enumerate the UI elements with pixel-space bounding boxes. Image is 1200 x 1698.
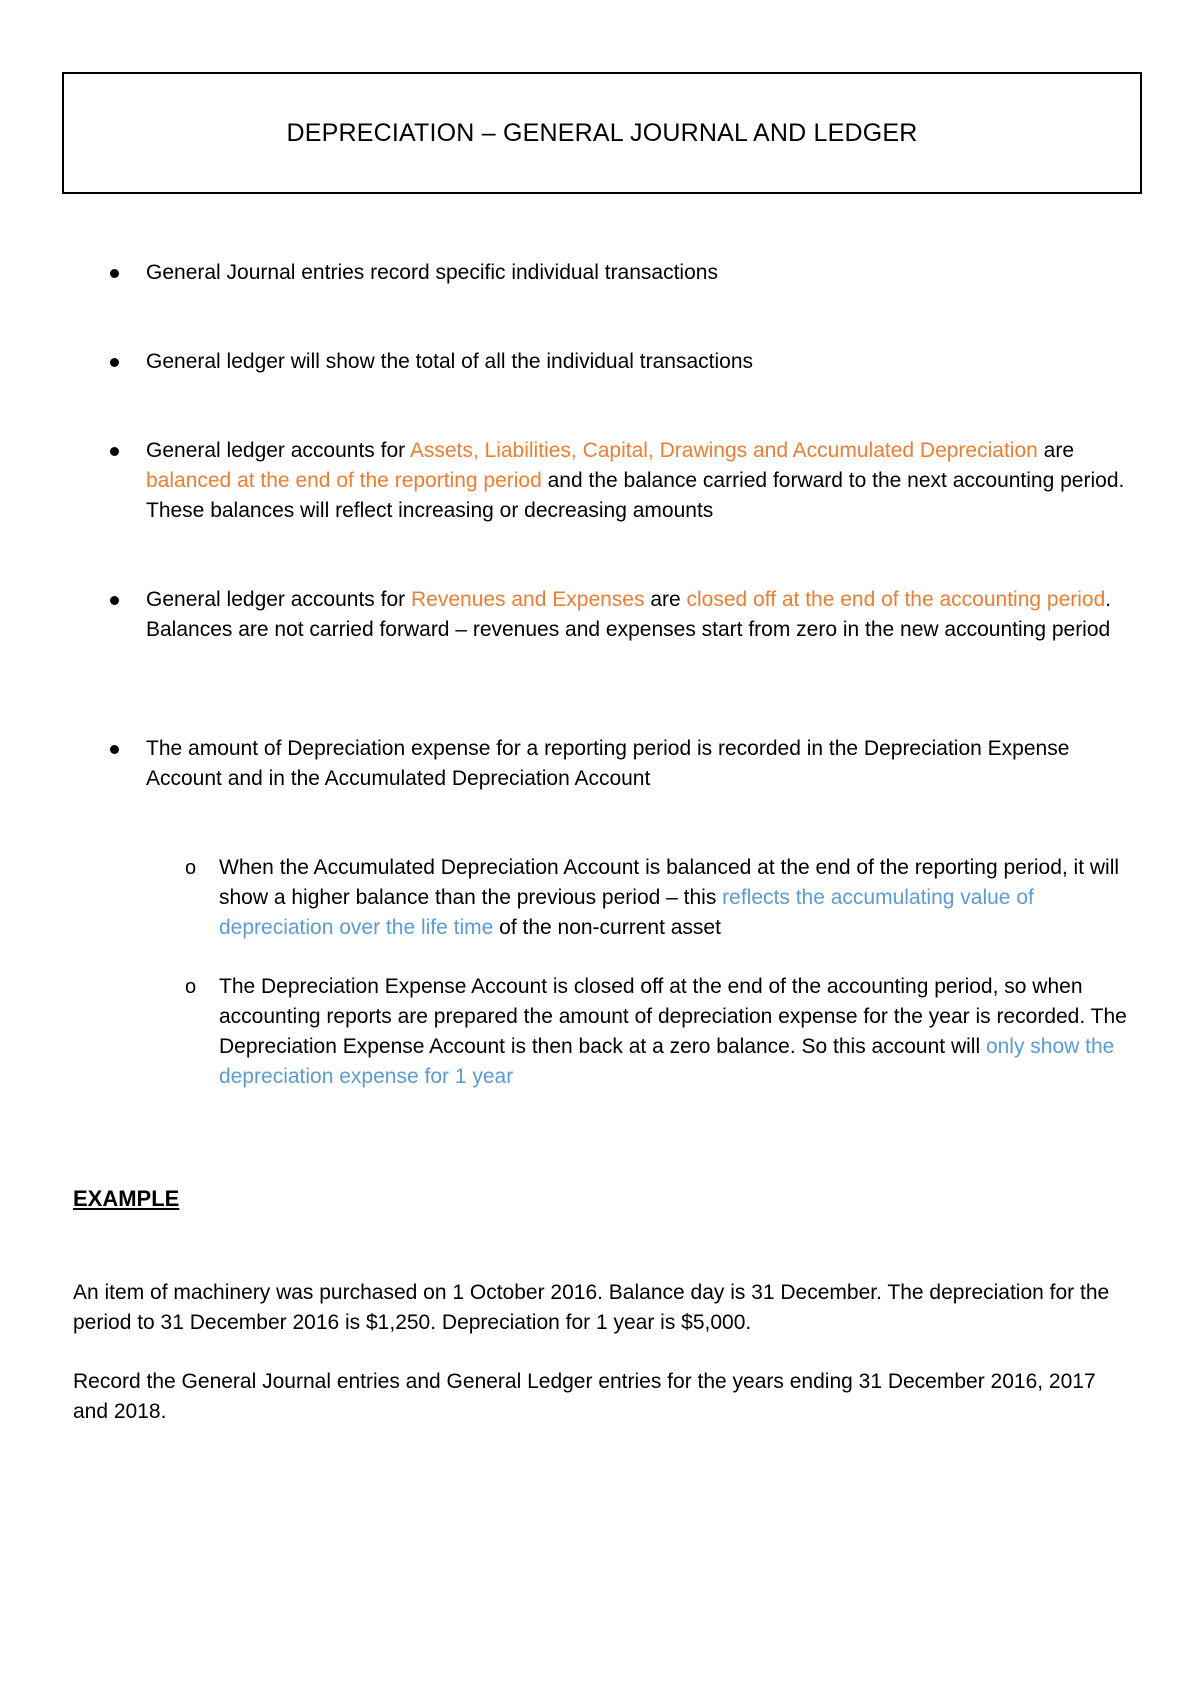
- text-run: General ledger accounts for: [146, 588, 411, 611]
- text-run: . Balances are not carried forward – revenues and expenses start from zero in the new accounting period: [146, 588, 1112, 641]
- text-run: are: [644, 588, 687, 611]
- bullet-text: General ledger will show the total of all the individual transactions: [146, 350, 754, 373]
- bullet-text: The amount of Depreciation expense for a reporting period is recorded in the Depreciation Expense Account and in the Accumulated Depreciation Account: [146, 737, 1070, 790]
- text-run: When the Accumulated Depreciation Account is balanced at the end of the reporting period, it will show a higher balance than the previous period – this: [219, 856, 1120, 909]
- highlight-orange-text: Assets, Liabilities, Capital, Drawings and Accumulated Depreciation: [409, 439, 1038, 462]
- sub-bullet-text: [219, 853, 1140, 943]
- bullet-item-3: [110, 436, 1140, 526]
- text-run: and the balance carried forward to the next accounting period. These balances will reflect increasing or decreasing amounts: [146, 469, 1125, 522]
- bullet-item-4: [110, 585, 1140, 645]
- sub-bullet-text: [219, 972, 1140, 1092]
- hollow-circle-icon: o: [185, 857, 197, 879]
- bullet-dot-icon: [110, 745, 119, 754]
- text-run: are: [1037, 439, 1074, 462]
- bullet-text: [146, 585, 1140, 645]
- hollow-circle-icon: o: [185, 976, 197, 998]
- sub-bullet-item-1: [185, 853, 1140, 943]
- example-paragraph-1: An item of machinery was purchased on 1 October 2016. Balance day is 31 December. The depreciation for the period to 31 December 2016 is $1,250. Depreciation for 1 year is $5,000.: [73, 1281, 1110, 1334]
- bullet-dot-icon: [110, 269, 119, 278]
- text-run: The Depreciation Expense Account is closed off at the end of the accounting period, so when accounting reports are prepared the amount of depreciation expense for the year is recorded. The Depreciation Expense Account is then back at a zero balance. So this account will: [219, 975, 1127, 1058]
- sub-bullet-item-2: [185, 972, 1140, 1092]
- bullet-dot-icon: [110, 358, 119, 367]
- bullet-item-5: [110, 734, 1140, 794]
- highlight-orange-text: balanced at the end of the reporting period: [146, 469, 542, 492]
- bullet-dot-icon: [110, 596, 119, 605]
- bullet-item-2: [110, 347, 1140, 377]
- example-heading: EXAMPLE: [73, 1186, 180, 1211]
- highlight-orange-text: closed off at the end of the accounting period: [686, 588, 1106, 611]
- text-run: General ledger accounts for: [146, 439, 410, 462]
- highlight-blue-text: only show the depreciation expense for 1 year: [219, 1035, 1115, 1088]
- title-box: [62, 72, 1142, 194]
- bullet-text: General Journal entries record specific individual transactions: [146, 261, 718, 284]
- text-run: of the non-current asset: [493, 916, 721, 939]
- highlight-orange-text: Revenues and Expenses: [410, 588, 645, 611]
- page-title: DEPRECIATION – GENERAL JOURNAL AND LEDGER: [286, 119, 918, 147]
- highlight-blue-text: reflects the accumulating value of depreciation over the life time: [219, 886, 1034, 939]
- example-paragraph-2: Record the General Journal entries and General Ledger entries for the years ending 31 December 2016, 2017 and 2018.: [73, 1370, 1096, 1423]
- bullet-item-1: [110, 258, 1140, 288]
- bullet-text: [146, 436, 1140, 526]
- bullet-dot-icon: [110, 447, 119, 456]
